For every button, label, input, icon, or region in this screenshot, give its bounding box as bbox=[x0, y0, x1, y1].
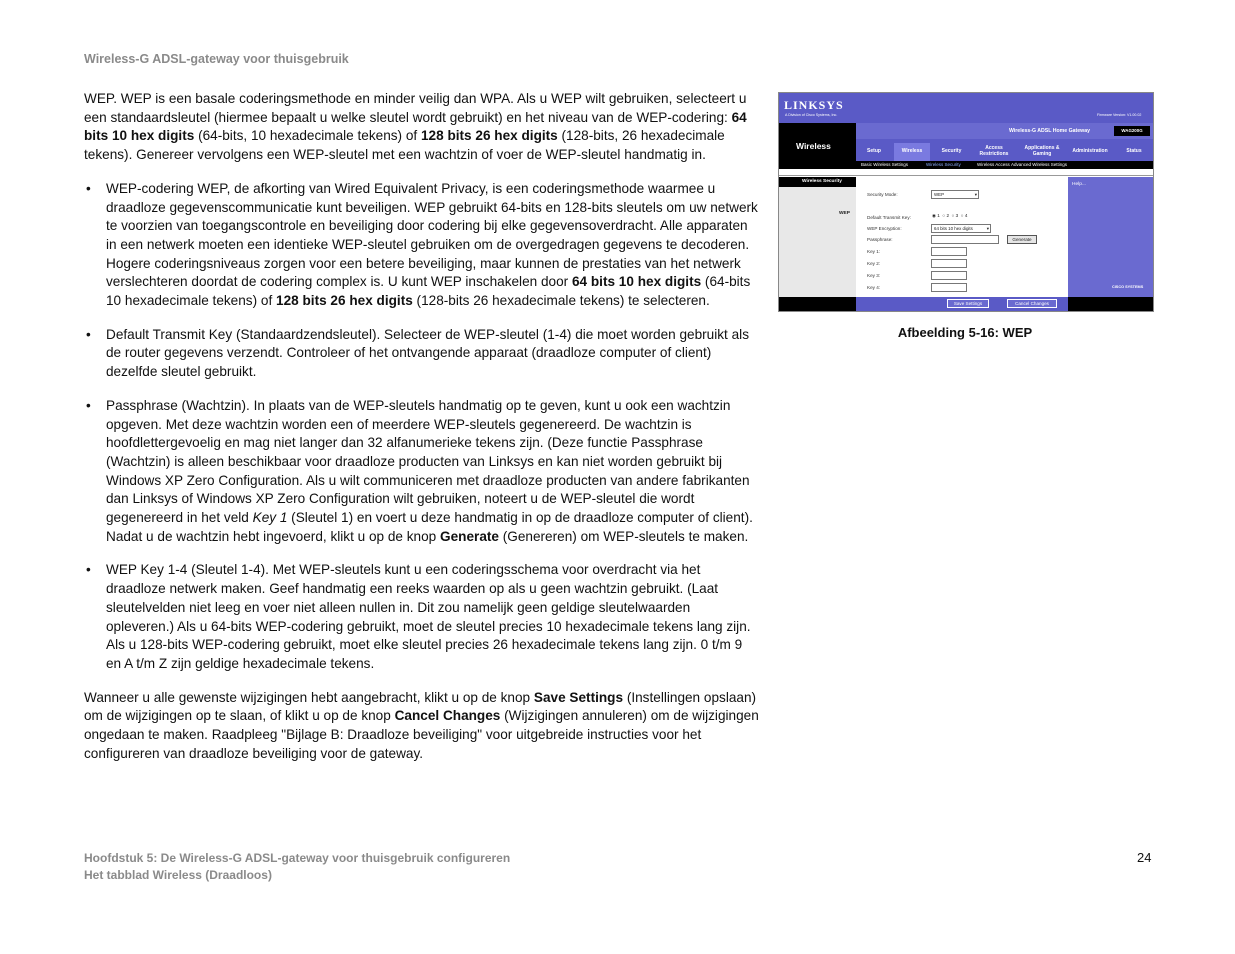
tab-administration[interactable]: Administration bbox=[1072, 148, 1108, 154]
tab-access-restrictions[interactable]: Access Restrictions bbox=[979, 145, 1009, 157]
subtab-access[interactable]: Wireless Access bbox=[977, 162, 1010, 167]
tab-setup[interactable]: Setup bbox=[867, 148, 881, 154]
tab-status[interactable]: Status bbox=[1126, 148, 1142, 154]
radio-icon[interactable]: ◉ bbox=[932, 213, 937, 218]
section-title: Wireless bbox=[796, 141, 831, 151]
key2-input[interactable] bbox=[931, 259, 967, 268]
bullet-passphrase: • Passphrase (Wachtzin). In plaats van de WEP-sleutels handmatig op te geven, kunt u ook een wachtzin opgeven. Met deze wachtzin worden een of meerdere WEP-sleutels gegenereerd. De wachtzin is hoofdlettergevoelig en mag niet langer dan 32 alfanumerieke tekens zijn. (Deze functie Passphrase (Wachtzin) is alleen beschikbaar voor draadloze producten van Linksys en kan niet worden gebruikt bij Windows XP Zero Configuration. Als u wilt communiceren met draadloze producten van andere fabrikanten dan Linksys of Windows XP Zero Configuration wilt gebruiken, noteert u de WEP-sleutel die wordt gegenereerd in het veld Key 1 (Sleutel 1) en voert u deze handmatig in op de draadloze computer of client). Nadat u de wachtzin hebt ingevoerd, klikt u op de knop Generate (Genereren) om WEP-sleutels te maken. bbox=[84, 397, 759, 547]
closing-paragraph: Wanneer u alle gewenste wijzigingen hebt aangebracht, klikt u op de knop Save Settings (Instellingen opslaan) om de wijzigingen op te slaan, of klikt u op de knop Cancel Changes (Wijzigingen annuleren) om de wijzigingen ongedaan te maken. Raadpleeg "Bijlage B: Draadloze beveiliging" voor uitgebreide instructies voor het configureren van draadloze beveiliging voor de gateway. bbox=[84, 689, 759, 761]
help-link[interactable]: Help... bbox=[1072, 182, 1086, 187]
page-number: 24 bbox=[1137, 850, 1152, 865]
tab-security[interactable]: Security bbox=[941, 148, 962, 154]
cancel-changes-button[interactable]: Cancel Changes bbox=[1007, 299, 1057, 308]
bullet-list bbox=[84, 180, 759, 674]
transmit-key-radios[interactable]: ◉ 1 ○ 2 ○ 3 ○ 4 bbox=[932, 213, 968, 218]
figure-caption: Afbeelding 5-16: WEP bbox=[897, 325, 1033, 340]
linksys-logo: LINKSYS bbox=[784, 98, 844, 112]
subtab-basic[interactable]: Basic Wireless Settings bbox=[861, 162, 909, 167]
figure-wep-screenshot: LINKSYS A Division of Cisco Systems, Inc. Firmware Version: V1.00.02 Wireless Wireless-G ADSL Home Gateway WAG200G Setup Wireless Security Access Restrictions Applications & Gaming Administration Status Basic Wireless Settings Wireless Security Wireless Access Advanced Wireless Settings Wireless Security WEP Help... Security Mode: WEP ▾ Default Transmit Key: ◉ 1 ○ 2 ○ 3 ○ 4 WEP Encryption: 64 bits 10 hex digits ▾ Passphrase: Generate Key 1: Key 2: Key 3: Key 4: Save Settings Cancel Changes CISCO SYSTEMS bbox=[778, 92, 1154, 312]
footer-section: Het tabblad Wireless (Draadloos) bbox=[84, 868, 272, 882]
banner: LINKSYS A Division of Cisco Systems, Inc. Firmware Version: V1.00.02 bbox=[779, 93, 1153, 123]
key3-input[interactable] bbox=[931, 271, 967, 280]
chevron-down-icon: ▾ bbox=[986, 226, 989, 231]
wep-encryption-select[interactable]: 64 bits 10 hex digits ▾ bbox=[931, 224, 991, 233]
radio-icon[interactable]: ○ bbox=[951, 213, 955, 218]
chevron-down-icon: ▾ bbox=[974, 192, 977, 197]
body-text bbox=[84, 90, 759, 764]
generate-button[interactable]: Generate bbox=[1007, 235, 1037, 244]
bullet-wep-encryption: • WEP-codering WEP, de afkorting van Wired Equivalent Privacy, is een coderingsmethode waarmee u draadloze gegevenscommunicatie kunt beveiligen. WEP gebruikt 64-bits en 128-bits sleutels om uw netwerk te voorzien van toegangscontrole en beveiliging door codering bij elke gegevensoverdracht. Alle apparaten in een netwerk moeten een identieke WEP-sleutel gebruiken om de overgedragen gegevens te decoderen. Hogere coderingsniveaus zorgen voor een betere beveiliging, maar kunnen de prestaties van het netwerk verslechteren doordat de codering complex is. U kunt WEP inschakelen door 64 bits 10 hex digits (64-bits 10 hexadecimale tekens) of 128 bits 26 hex digits (128-bits 26 hexadecimale tekens) te selecteren. bbox=[84, 180, 759, 311]
intro-paragraph: WEP. WEP is een basale coderingsmethode en minder veilig dan WPA. Als u WEP wilt gebruiken, selecteert u een standaardsleutel (hiermee bepaalt u welke sleutel wordt gebruikt) en het niveau van de WEP-codering: 64 bits 10 hex digits (64-bits, 10 hexadecimale tekens) of 128 bits 26 hex digits (128-bits, 26 hexadecimale tekens). Genereer vervolgens een WEP-sleutel met een wachtzin of voer de WEP-sleutel handmatig in. bbox=[84, 91, 747, 163]
subtab-security[interactable]: Wireless Security bbox=[926, 162, 961, 167]
running-header: Wireless-G ADSL-gateway voor thuisgebruik bbox=[84, 52, 349, 66]
subtab-advanced[interactable]: Advanced Wireless Settings bbox=[1011, 162, 1068, 167]
help-panel bbox=[1068, 177, 1153, 297]
key4-input[interactable] bbox=[931, 283, 967, 292]
passphrase-input[interactable] bbox=[931, 235, 999, 244]
bullet-default-transmit-key: • Default Transmit Key (Standaardzendsleutel). Selecteer de WEP-sleutel (1-4) die moet worden gebruikt als de router gegevens verzendt. Controleer of het ontvangende apparaat (draadloze computer of client) dezelfde sleutel gebruikt. bbox=[84, 326, 759, 382]
cisco-logo: CISCO SYSTEMS bbox=[1112, 285, 1144, 289]
footer bbox=[84, 850, 510, 884]
tab-wireless[interactable]: Wireless bbox=[901, 148, 923, 154]
security-mode-select[interactable]: WEP ▾ bbox=[931, 190, 979, 199]
radio-icon[interactable]: ○ bbox=[942, 213, 946, 218]
key1-input[interactable] bbox=[931, 247, 967, 256]
radio-icon[interactable]: ○ bbox=[960, 213, 964, 218]
footer-chapter: Hoofdstuk 5: De Wireless-G ADSL-gateway voor thuisgebruik configureren bbox=[84, 851, 511, 865]
save-settings-button[interactable]: Save Settings bbox=[947, 299, 989, 308]
tab-applications-gaming[interactable]: Applications & Gaming bbox=[1024, 145, 1060, 157]
bullet-wep-keys: • WEP Key 1-4 (Sleutel 1-4). Met WEP-sleutels kunt u een coderingsschema voor overdracht via het draadloze netwerk maken. Geef handmatig een reeks waarden op als u geen wachtzin gebruikt. (Laat sleutelvelden niet leeg en voer niet alleen nullen in. Dit zou namelijk geen geldige sleutelwaarden opleveren.) Als u 64-bits WEP-codering gebruikt, moet de sleutel precies 10 hexadecimale tekens lang zijn. Als u 128-bits WEP-codering gebruikt, moet elke sleutel precies 26 hexadecimale tekens lang zijn. 0 t/m 9 en A t/m Z zijn geldige hexadecimale tekens. bbox=[84, 561, 759, 673]
